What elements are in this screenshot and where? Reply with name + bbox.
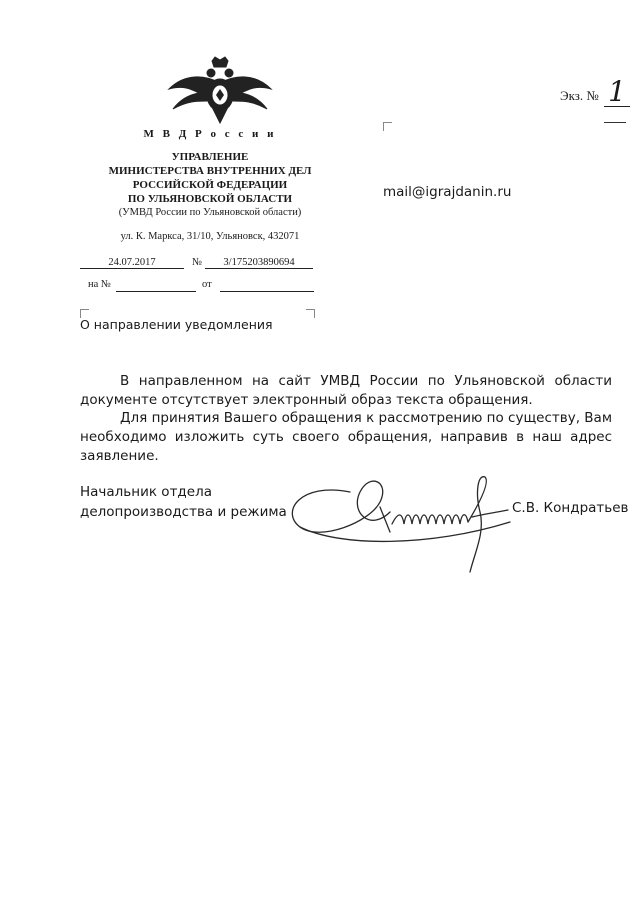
org-line-4: ПО УЛЬЯНОВСКОЙ ОБЛАСТИ: [127, 193, 293, 205]
org-address: ул. К. Маркса, 31/10, Ульяновск, 432071: [120, 231, 300, 242]
body-paragraph-2: Для принятия Вашего обращения к рассмотрению по существу, Вам необходимо изложить суть своего обращения, направив в наш адрес заявление.: [80, 410, 612, 464]
org-line-2: МИНИСТЕРСТВА ВНУТРЕННИХ ДЕЛ: [108, 165, 312, 177]
ref-label: на №: [88, 279, 111, 290]
signatory-position: [80, 482, 287, 522]
signatory-name: С.В. Кондратьев: [512, 500, 629, 516]
number-label: №: [192, 257, 203, 268]
subject-bracket-right: [306, 309, 315, 318]
signatory-position-line-1: Начальник отдела: [80, 484, 212, 500]
from-label: от: [202, 279, 212, 290]
mvd-emblem-icon: [165, 55, 275, 125]
recipient-bracket-tl: [383, 122, 392, 131]
subject-line: О направлении уведомления: [80, 317, 273, 332]
org-line-3: РОССИЙСКОЙ ФЕДЕРАЦИИ: [132, 179, 288, 191]
ref-number-line: [116, 291, 196, 292]
letter-number: 3/175203890694: [205, 257, 313, 269]
copy-number: 1: [604, 78, 630, 107]
signatory-position-line-2: делопроизводства и режима: [80, 504, 287, 520]
recipient-email: mail@igrajdanin.ru: [383, 184, 512, 200]
mvd-title: М В Д Р о с с и и: [143, 128, 277, 140]
letter-date: 24.07.2017: [80, 257, 184, 269]
org-line-1: УПРАВЛЕНИЕ: [171, 151, 249, 163]
handwritten-signature: [280, 452, 530, 582]
body-paragraph-1: В направленном на сайт УМВД России по Ульяновской области документе отсутствует электронный образ текста обращения.: [80, 373, 612, 408]
copy-label: Экз. №: [560, 88, 599, 103]
org-line-5: (УМВД России по Ульяновской области): [118, 207, 302, 218]
ref-date-line: [220, 291, 314, 292]
corner-mark: [604, 122, 626, 123]
